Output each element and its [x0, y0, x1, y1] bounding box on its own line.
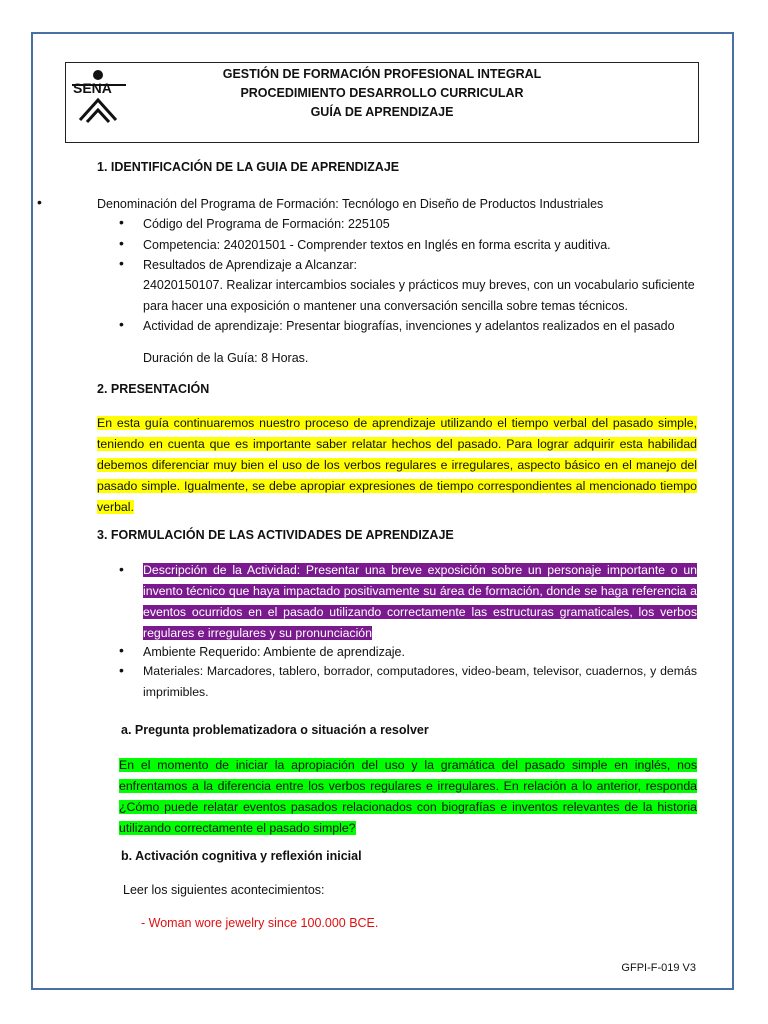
- event-item: - Woman wore jewelry since 100.000 BCE.: [141, 916, 379, 930]
- presentation-paragraph: [97, 413, 697, 518]
- materials: Materiales: Marcadores, tablero, borrador, computadores, video-beam, televisor, cuadernos, y demás imprimibles.: [143, 664, 697, 699]
- learning-activity: Actividad de aprendizaje: Presentar biografías, invenciones y adelantos realizados en el pasado: [143, 319, 675, 333]
- svg-text:SENA: SENA: [73, 80, 112, 96]
- subsection-a-heading: a. Pregunta problematizadora o situación a resolver: [121, 723, 429, 737]
- results-label: Resultados de Aprendizaje a Alcanzar:: [143, 258, 358, 272]
- presentation-text: En esta guía continuaremos nuestro proceso de aprendizaje utilizando el tiempo verbal del pasado simple, teniendo en cuenta que es importante saber relatar hechos del pasado. Para lograr adquirir esta habilidad debemos diferenciar muy bien el uso de los verbos regulares e irregulares, aspecto básico en el manejo del pasado simple. Igualmente, se debe apropiar expresiones de tiempo correspondientes al mencionado tiempo verbal.: [97, 416, 697, 514]
- results-line-2: para hacer una exposición o mantener una conversación sencilla sobre temas técnicos.: [143, 299, 628, 313]
- header-titles: [66, 65, 698, 122]
- section2-heading: 2. PRESENTACIÓN: [97, 382, 210, 396]
- results-line-1: 24020150107. Realizar intercambios sociales y prácticos muy breves, con un vocabulario suficiente: [143, 278, 695, 292]
- guide-duration: Duración de la Guía: 8 Horas.: [143, 351, 309, 365]
- section1-heading: 1. IDENTIFICACIÓN DE LA GUIA DE APRENDIZAJE: [97, 160, 400, 174]
- bullet-dot: •: [119, 235, 124, 251]
- bullet-dot: •: [119, 255, 124, 271]
- activity-description: [143, 560, 697, 644]
- problem-question-text: En el momento de iniciar la apropiación del uso y la gramática del pasado simple en inglés, nos enfrentamos a la diferencia entre los verbos regulares e irregulares. En relación a lo anterior, responda ¿Cómo puede relatar eventos pasados relacionados con biografías e inventos relevantes de la historia utilizando correctamente el pasado simple?: [119, 758, 697, 835]
- activity-description-text: Descripción de la Actividad: Presentar una breve exposición sobre un personaje importante o un invento técnico que haya impactado positivamente su área de formación, donde se haga referencia a eventos ocurridos en el pasado utilizando correctamente las estructuras gramaticales, los verbos regulares e irregulares y su pronunciación: [143, 563, 697, 640]
- bullet-dot: •: [119, 214, 124, 230]
- header-line-3: GUÍA DE APRENDIZAJE: [310, 105, 454, 119]
- competence: Competencia: 240201501 - Comprender textos en Inglés en forma escrita y auditiva.: [143, 238, 611, 252]
- bullet-dot: •: [119, 642, 124, 658]
- subsection-b-heading: b. Activación cognitiva y reflexión inicial: [121, 849, 362, 863]
- reading-instruction: Leer los siguientes acontecimientos:: [123, 883, 325, 897]
- bullet-dot: •: [119, 662, 124, 678]
- document-header: [65, 62, 699, 143]
- problem-question-paragraph: [119, 755, 697, 839]
- bullet-dot: •: [37, 194, 42, 210]
- required-environment: Ambiente Requerido: Ambiente de aprendizaje.: [143, 645, 405, 659]
- section3-heading: 3. FORMULACIÓN DE LAS ACTIVIDADES DE APRENDIZAJE: [97, 528, 454, 542]
- program-code: Código del Programa de Formación: 225105: [143, 217, 390, 231]
- form-code: GFPI-F-019 V3: [621, 962, 696, 974]
- bullet-dot: •: [119, 561, 124, 577]
- bullet-dot: •: [119, 316, 124, 332]
- program-name: Denominación del Programa de Formación: Tecnólogo en Diseño de Productos Industriales: [97, 197, 604, 211]
- header-line-1: GESTIÓN DE FORMACIÓN PROFESIONAL INTEGRAL: [222, 67, 542, 81]
- header-line-2: PROCEDIMIENTO DESARROLLO CURRICULAR: [240, 86, 524, 100]
